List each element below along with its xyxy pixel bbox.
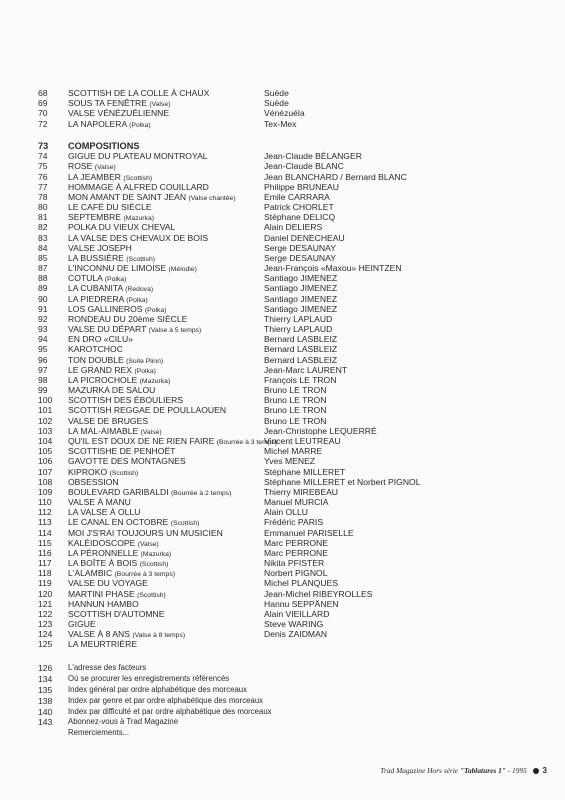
- tune-author: Yves MENEZ: [264, 456, 316, 467]
- list-item: [38, 707, 558, 718]
- page-ref-number: 82: [38, 222, 48, 233]
- page-ref-number: 102: [38, 415, 53, 426]
- tune-title-text: LA PÉRONNELLE: [68, 547, 139, 558]
- tune-title-text: LA MAL-AIMABLE: [68, 425, 139, 436]
- page-ref-number: 84: [38, 242, 48, 253]
- tune-title-text: LE GRAND REX: [68, 364, 132, 375]
- page-ref-number: 80: [38, 202, 48, 213]
- tune-title-text: MON AMANT DE SAINT JEAN: [68, 191, 187, 202]
- tune-genre: (Polka): [104, 276, 127, 284]
- list-item: [38, 639, 558, 649]
- tune-genre: (Valse): [94, 164, 116, 172]
- tune-title-text: LA PICROCHOLE: [68, 374, 138, 385]
- list-item: [38, 294, 558, 304]
- page-ref-number: 88: [38, 273, 48, 284]
- tune-title-text: KALÉIDOSCOPE: [68, 537, 136, 548]
- tune-author: Jean-François «Maxou» HEINTZEN: [264, 263, 402, 274]
- list-item: [38, 324, 558, 334]
- tune-author: Nikita PFISTER: [264, 558, 325, 569]
- tune-title-text: HOMMAGE À ALFRED COUILLARD: [68, 181, 209, 192]
- tune-title-text: LA MEURTRIÈRE: [68, 639, 138, 650]
- footer-year: - 1995: [507, 766, 527, 775]
- tune-genre: (Bourrée à 2 temps): [171, 489, 232, 497]
- tune-title-text: Index par genre et par ordre alphabétique des morceaux: [68, 695, 264, 705]
- tune-genre: (Mélodie): [168, 266, 197, 274]
- page-ref-number: 122: [38, 608, 53, 619]
- page-ref-number: 123: [38, 619, 53, 630]
- list-item: [38, 172, 558, 182]
- list-item: [38, 233, 558, 243]
- tune-title-text: VALSE À MANU: [68, 497, 131, 508]
- tune-author: Vénézuéla: [264, 108, 305, 119]
- page-ref-number: 118: [38, 568, 52, 579]
- list-item: [38, 728, 558, 739]
- page-ref-number: 101: [38, 405, 53, 416]
- tune-title-text: SCOTTISH D'AUTOMNE: [68, 608, 165, 619]
- tune-title-text: RONDEAU DU 20ème SIÈCLE: [68, 313, 188, 324]
- list-item: [38, 507, 558, 517]
- section-heading: [38, 141, 558, 151]
- tune-title-text: L'adresse des facteurs: [68, 663, 147, 672]
- tune-author: Suède: [264, 98, 289, 109]
- tune-genre: (Polka): [126, 296, 148, 304]
- page-ref-number: 75: [38, 161, 48, 172]
- tune-author: Manuel MURCIA: [264, 497, 329, 508]
- list-item: [38, 108, 558, 118]
- list-item: [38, 304, 558, 314]
- page-ref-number: 116: [38, 547, 52, 558]
- list-item: [38, 663, 558, 674]
- page-ref-number: 120: [38, 588, 53, 599]
- page-footer: [380, 766, 547, 775]
- tune-author: Jean-Christophe LEQUERRÉ: [264, 425, 377, 436]
- tune-title-text: VALSE DE BRUGES: [68, 415, 149, 426]
- tune-genre: (Bourrée à 3 temps): [114, 571, 175, 579]
- tune-title-text: OBSESSION: [68, 476, 119, 487]
- page-ref-number: 100: [38, 395, 53, 406]
- tune-genre: (Mazurka): [123, 215, 154, 223]
- tune-author: Bruno LE TRON: [264, 405, 327, 416]
- tune-author: Marc PERRONE: [264, 537, 328, 548]
- tune-author: Jean-Marc LAURENT: [264, 364, 348, 375]
- tune-title-text: LE CANAL EN OCTOBRE: [68, 517, 169, 528]
- tune-author: Suède: [264, 88, 289, 98]
- page-ref-number: 68: [38, 88, 48, 98]
- tune-genre: (Valse): [137, 540, 159, 548]
- page-number: 3: [542, 766, 547, 775]
- tune-title-text: HANNUN HAMBO: [68, 598, 139, 609]
- tune-title-text: ROSE: [68, 161, 93, 172]
- page-ref-number: 91: [38, 303, 48, 314]
- tune-title-text: POLKA DU VIEUX CHEVAL: [68, 222, 176, 233]
- list-item: [38, 182, 558, 192]
- tune-title: [68, 119, 151, 131]
- tune-author: Bernard LASBLEIZ: [264, 344, 338, 355]
- tune-title-text: LA VALSE À OLLU: [68, 507, 141, 518]
- list-item: [38, 355, 558, 365]
- tune-title-text: L'ALAMBIC: [68, 568, 113, 579]
- tune-genre: (Polka): [129, 121, 151, 129]
- tune-title-text: Remerciements...: [68, 728, 130, 738]
- appendix-list: [38, 663, 558, 739]
- list-item: [38, 202, 558, 212]
- tune-title-text: KIPROKO: [68, 466, 108, 477]
- page-ref-number: 126: [38, 663, 53, 673]
- list-item: [38, 456, 558, 466]
- tune-title-text: QU'IL EST DOUX DE NE RIEN FAIRE: [68, 435, 215, 446]
- page-ref-number: 107: [38, 466, 53, 477]
- tune-title-text: VALSE À 8 ANS: [68, 629, 130, 640]
- tune-title: [68, 141, 139, 151]
- tune-genre: (Valse): [149, 101, 171, 109]
- list-item: [38, 426, 558, 436]
- page-ref-number: 119: [38, 578, 52, 589]
- list-item: [38, 283, 558, 293]
- tune-author: Santiago JIMENEZ: [264, 293, 338, 304]
- tune-author: Steve WARING: [264, 619, 324, 630]
- list-item: [38, 385, 558, 395]
- tune-title: [68, 674, 229, 685]
- tune-title-text: VALSE JOSEPH: [68, 242, 132, 253]
- list-item: [38, 98, 558, 108]
- tune-genre: (Scottish): [109, 469, 139, 477]
- tune-title-text: MAZURKA DE SALOU: [68, 385, 156, 396]
- bullet-icon: [533, 768, 539, 774]
- page-ref-number: 74: [38, 151, 48, 162]
- tune-title-text: VALSE VÉNÉZUÉLIENNE: [68, 108, 170, 119]
- tune-title-text: LA PIEDRERA: [68, 293, 124, 304]
- list-item: [38, 548, 558, 558]
- page-ref-number: 78: [38, 191, 48, 202]
- page-ref-number: 94: [38, 334, 48, 345]
- page-ref-number: 113: [38, 517, 52, 528]
- list-item: [38, 395, 558, 405]
- tune-author: Tex-Mex: [264, 118, 297, 129]
- tune-title-text: Index général par ordre alphabétique des morceaux: [68, 684, 248, 694]
- tune-author: Thierry LAPLAUD: [264, 324, 333, 335]
- footer-issue: "Tablatures 1": [459, 766, 506, 775]
- page-ref-number: 96: [38, 354, 48, 365]
- tune-title-text: MOI J'S'RAI TOUJOURS UN MUSICIEN: [68, 527, 223, 538]
- tune-title-text: COTULA: [68, 273, 103, 284]
- page-ref-number: 112: [38, 507, 52, 518]
- tune-author: Bruno LE TRON: [264, 415, 327, 426]
- tune-author: Santiago JIMENEZ: [264, 283, 338, 294]
- tune-title-text: KAROTCHOC: [68, 344, 123, 355]
- tune-author: Santiago JIMENEZ: [264, 303, 338, 314]
- tune-title-text: SOUS TA FENÊTRE: [68, 98, 147, 109]
- list-item: [38, 416, 558, 426]
- page-ref-number: 121: [38, 598, 53, 609]
- tune-author: Stéphane MILLERET et Norbert PIGNOL: [264, 476, 421, 487]
- tune-title: [68, 717, 178, 728]
- tune-author: Vincent LEUTREAU: [264, 435, 341, 446]
- tune-title-text: GAVOTTE DES MONTAGNES: [68, 456, 186, 467]
- tune-author: Michel MARRE: [264, 446, 323, 457]
- tune-title-text: COMPOSITIONS: [68, 141, 140, 151]
- list-item: [38, 467, 558, 477]
- list-item: [38, 717, 558, 728]
- list-item: [38, 273, 558, 283]
- tune-title-text: LA CUBANITA: [68, 283, 123, 294]
- tune-title-text: Abonnez-vous à Trad Magazine: [68, 717, 179, 727]
- tune-author: Norbert PIGNOL: [264, 568, 328, 579]
- tune-author: François LE TRON: [264, 374, 337, 385]
- page-ref-number: 93: [38, 324, 48, 335]
- tune-title: [68, 707, 272, 718]
- tune-author: Bernard LASBLEIZ: [264, 354, 338, 365]
- page-ref-number: 105: [38, 446, 53, 457]
- list-item: [38, 528, 558, 538]
- tune-author: Emile CARRARA: [264, 191, 330, 202]
- page-ref-number: 124: [38, 629, 53, 640]
- page-ref-number: 70: [38, 108, 48, 119]
- list-item: [38, 497, 558, 507]
- list-item: [38, 589, 558, 599]
- tune-title-text: LA BUSSIÈRE: [68, 252, 124, 263]
- tune-genre: (Bourrée à 3 temps): [216, 438, 278, 446]
- tune-title-text: MARTINI PHASE: [68, 588, 135, 599]
- tune-author: Frédéric PARIS: [264, 517, 324, 528]
- tune-genre: (Suite Plinn): [126, 357, 164, 365]
- tune-genre: (Valse): [140, 428, 162, 436]
- page-ref-number: 103: [38, 425, 53, 436]
- page-ref-number: 135: [38, 684, 53, 695]
- list-item: [38, 161, 558, 171]
- list-item: [38, 334, 558, 344]
- tune-title-text: VALSE DU VOYAGE: [68, 578, 148, 589]
- list-item: [38, 599, 558, 609]
- list-item: [38, 436, 558, 446]
- tune-title: [68, 663, 146, 674]
- list-item: [38, 365, 558, 375]
- page-ref-number: 73: [38, 141, 49, 151]
- list-item: [38, 558, 558, 568]
- tune-title-text: LOS GALLINEROS: [68, 303, 143, 314]
- list-item: [38, 609, 558, 619]
- tune-title: [68, 685, 247, 696]
- tune-author: Patrick CHORLET: [264, 202, 334, 213]
- list-item: [38, 446, 558, 456]
- tune-author: Jean BLANCHARD / Bernard BLANC: [264, 171, 407, 182]
- page-ref-number: 114: [38, 527, 52, 538]
- list-item: [38, 151, 558, 161]
- page-ref-number: 125: [38, 639, 53, 650]
- page-ref-number: 98: [38, 374, 48, 385]
- list-item: [38, 253, 558, 263]
- list-item: [38, 192, 558, 202]
- page-ref-number: 95: [38, 344, 48, 355]
- tune-title-text: VALSE DU DÉPART: [68, 324, 147, 335]
- page-ref-number: 89: [38, 283, 48, 294]
- page-ref-number: 85: [38, 252, 48, 263]
- list-item: [38, 344, 558, 354]
- tune-author: Jean-Claude BÉLANGER: [264, 151, 362, 162]
- tune-title-text: LE CAFÉ DU SIÈCLE: [68, 202, 152, 213]
- tune-title-text: Index par difficulté et par ordre alphabétique des morceaux: [68, 706, 272, 716]
- tune-author: Alain VIEILLARD: [264, 608, 330, 619]
- tune-genre: (Scottish): [123, 174, 153, 182]
- tune-author: Alain OLLU: [264, 507, 308, 518]
- page-ref-number: 110: [38, 497, 52, 508]
- page-ref-number: 140: [38, 706, 53, 717]
- list-item: [38, 263, 558, 273]
- page-ref-number: 106: [38, 456, 53, 467]
- tune-title-text: LA BOÎTE À BOIS: [68, 558, 138, 569]
- list-item: [38, 696, 558, 707]
- list-item: [38, 578, 558, 588]
- tune-author: Stéphane DELICQ: [264, 212, 336, 223]
- tune-title-text: LA VALSE DES CHEVAUX DE BOIS: [68, 232, 209, 243]
- list-item: [38, 222, 558, 232]
- tune-genre: (Redova): [125, 286, 154, 294]
- tune-title: [68, 639, 137, 651]
- list-item: [38, 674, 558, 685]
- page-ref-number: 76: [38, 171, 48, 182]
- tune-author: Marc PERRONE: [264, 547, 328, 558]
- list-item: [38, 375, 558, 385]
- list-item: [38, 685, 558, 696]
- list-item: [38, 243, 558, 253]
- tune-author: Serge DESAUNAY: [264, 242, 336, 253]
- tune-author: Daniel DENECHEAU: [264, 232, 345, 243]
- page-ref-number: 83: [38, 232, 48, 243]
- list-item: [38, 629, 558, 639]
- tune-title-text: EN DRO «CILU»: [68, 334, 133, 345]
- tune-title-text: SCOTTISHE DE PENHOËT: [68, 446, 176, 457]
- list-item: [38, 538, 558, 548]
- tune-author: Thierry MIREBEAU: [264, 486, 339, 497]
- page-ref-number: 81: [38, 212, 48, 223]
- list-item: [38, 405, 558, 415]
- tune-title-text: SCOTTISH DES ÉBOULIERS: [68, 395, 184, 406]
- tune-title-text: L'INCONNU DE LIMOISE: [68, 263, 167, 274]
- tune-genre: (Mazurka): [140, 550, 172, 558]
- tune-author: Philippe BRUNEAU: [264, 181, 339, 192]
- tune-author: Michel PLANQUES: [264, 578, 339, 589]
- page-ref-number: 72: [38, 118, 48, 129]
- tune-author: Bruno LE TRON: [264, 395, 327, 406]
- page-ref-number: 87: [38, 263, 48, 274]
- list-item: [38, 568, 558, 578]
- tune-genre: (Scottish): [137, 591, 166, 599]
- list-item: [38, 212, 558, 222]
- list-item: [38, 314, 558, 324]
- tune-title-text: SEPTEMBRE: [68, 212, 122, 223]
- tune-author: Santiago JIMENEZ: [264, 273, 338, 284]
- tune-genre: (Valse à 8 temps): [132, 632, 186, 640]
- tune-title-text: GIGUE: [68, 619, 96, 630]
- tune-genre: (Scottish): [170, 520, 200, 528]
- tune-genre: (Valse à 5 temps): [148, 327, 202, 335]
- page-ref-number: 69: [38, 98, 48, 109]
- tune-author: Jean-Michel RIBEYROLLES: [264, 588, 373, 599]
- page-ref-number: 138: [38, 695, 53, 706]
- page-ref-number: 92: [38, 313, 48, 324]
- tune-author: Hannu SEPPÄNEN: [264, 598, 339, 609]
- tune-author: Denis ZAIDMAN: [264, 629, 328, 640]
- compositions-list: [38, 141, 558, 650]
- tune-title-text: LA NAPOLERA: [68, 118, 127, 129]
- tune-author: Thierry LAPLAUD: [264, 313, 333, 324]
- tune-title-text: SCOTTISH REGGAE DE POULLAOUEN: [68, 405, 227, 416]
- page-ref-number: 97: [38, 364, 48, 375]
- top-entries-list: [38, 88, 558, 129]
- tune-author: Stéphane MILLERET: [264, 466, 346, 477]
- list-item: [38, 477, 558, 487]
- tune-genre: (Polka): [134, 367, 156, 375]
- page-ref-number: 90: [38, 293, 48, 304]
- tune-title-text: SCOTTISH DE LA COLLE À CHAUX: [68, 88, 210, 98]
- page-ref-number: 134: [38, 673, 53, 684]
- tune-author: Serge DESAUNAY: [264, 252, 336, 263]
- tune-genre: (Scottish): [126, 255, 155, 263]
- list-item: [38, 517, 558, 527]
- tune-author: Jean-Claude BLANC: [264, 161, 344, 172]
- tune-author: Emmanuel PARISELLE: [264, 527, 354, 538]
- tune-title-text: LA JEAMBER: [68, 171, 122, 182]
- tune-author: Bruno LE TRON: [264, 385, 327, 396]
- page-ref-number: 115: [38, 537, 52, 548]
- list-item: [38, 487, 558, 497]
- page-ref-number: 143: [38, 717, 53, 728]
- tune-title-text: GIGUE DU PLATEAU MONTROYAL: [68, 151, 208, 162]
- page-ref-number: 117: [38, 558, 52, 569]
- tune-genre: (Polka): [144, 306, 167, 314]
- tune-title: [68, 696, 263, 707]
- tune-title-text: BOULEVARD GARIBALDI: [68, 486, 169, 497]
- page-ref-number: 99: [38, 385, 48, 396]
- tune-title-text: Où se procurer les enregistrements référencés: [68, 673, 230, 683]
- tune-genre: (Valse chantée): [188, 194, 236, 202]
- tune-title-text: TON DOUBLE: [68, 354, 124, 365]
- tune-title: [68, 728, 129, 739]
- list-item: [38, 619, 558, 629]
- page-ref-number: 109: [38, 486, 53, 497]
- page-ref-number: 108: [38, 476, 53, 487]
- tune-genre: (Mazurka): [139, 377, 171, 385]
- tune-author: Bernard LASBLEIZ: [264, 334, 338, 345]
- footer-magazine: Trad Magazine Hors série: [380, 766, 459, 775]
- tune-author: Alain DELIERS: [264, 222, 323, 233]
- page-ref-number: 104: [38, 435, 53, 446]
- tune-genre: (Scottish): [139, 561, 169, 569]
- list-item: [38, 88, 558, 98]
- page-ref-number: 77: [38, 181, 48, 192]
- list-item: [38, 119, 558, 129]
